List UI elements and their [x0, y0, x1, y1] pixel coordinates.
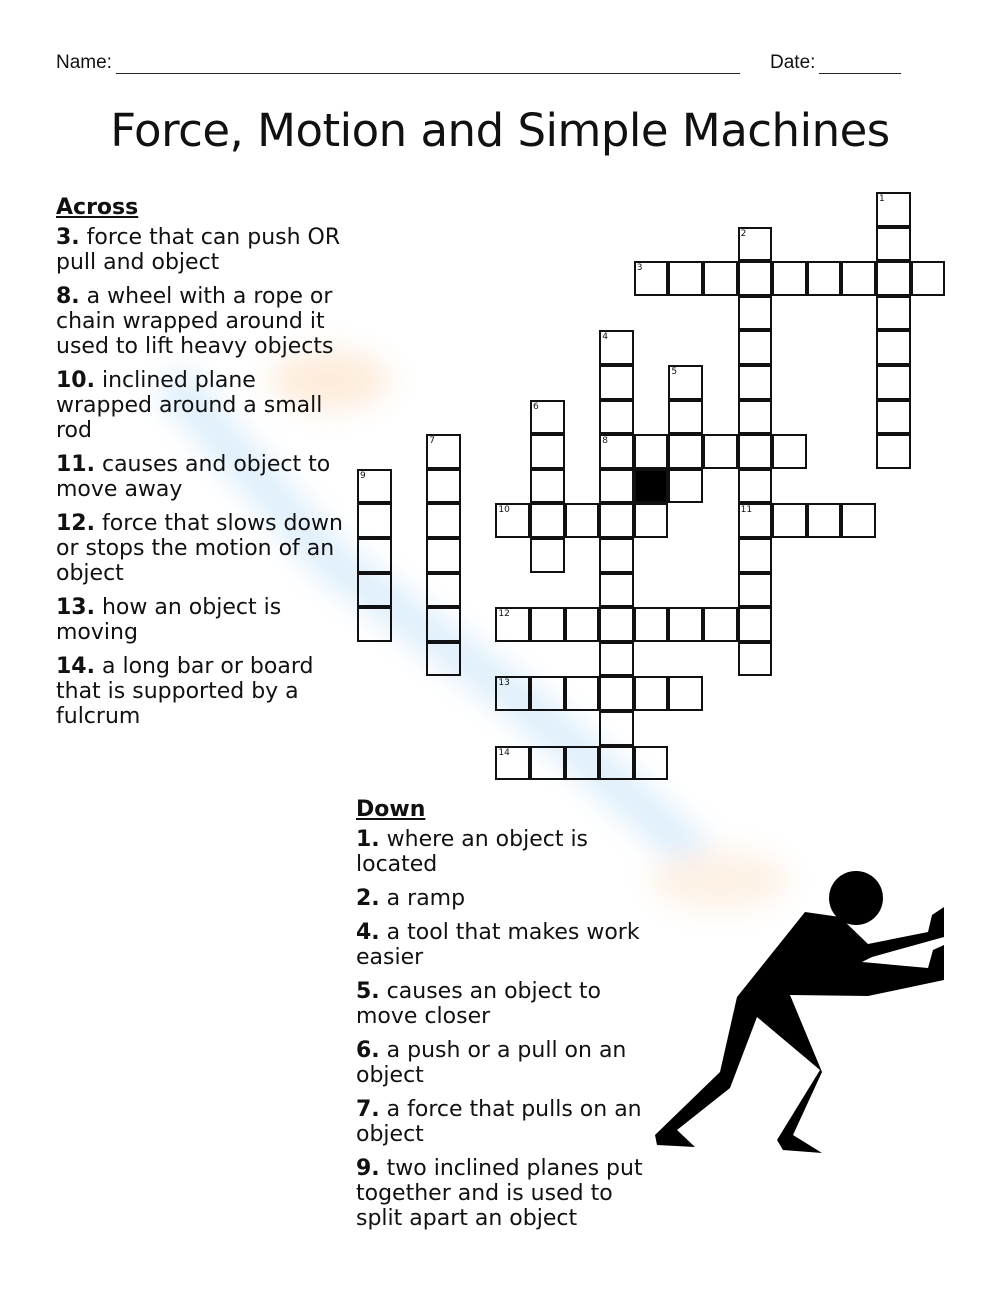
across-clue: 8. a wheel with a rope or chain wrapped around it used to lift heavy objects — [56, 284, 334, 359]
down-heading: Down — [356, 797, 426, 822]
clue-number: 7 — [429, 436, 435, 447]
clue-number: 2 — [740, 228, 747, 239]
down-clue: 4. a tool that makes work easier — [356, 920, 640, 970]
date-label: Date: — [770, 52, 816, 73]
across-clue: 10. inclined plane wrapped around a small rod — [56, 368, 323, 443]
clue-number: 13 — [498, 678, 510, 689]
clue-number: 5 — [671, 367, 678, 377]
down-clue: 1. where an object is located — [356, 827, 589, 877]
across-heading: Across — [56, 195, 139, 220]
clue-number: 9 — [360, 470, 366, 481]
clue-number: 4 — [602, 332, 608, 343]
down-clue: 6. a push or a pull on an object — [356, 1038, 627, 1088]
clue-number: 10 — [498, 505, 510, 516]
clue-number: 3 — [636, 263, 643, 274]
across-clue: 14. a long bar or board that is supported by a fulcrum — [56, 654, 314, 729]
clue-number: 11 — [740, 505, 753, 516]
across-clue: 12. force that slows down or stops the motion of an object — [56, 511, 343, 586]
clue-number: 14 — [498, 747, 510, 758]
clue-number: 12 — [498, 609, 510, 620]
clue-number: 1 — [879, 194, 885, 204]
across-clue: 3. force that can push OR pull and object — [56, 225, 341, 275]
down-clue: 2. a ramp — [356, 886, 466, 911]
name-label: Name: — [56, 52, 112, 73]
down-clue: 7. a force that pulls on an object — [356, 1097, 642, 1147]
down-clue: 5. causes an object to move closer — [356, 979, 601, 1029]
across-clue: 13. how an object is moving — [56, 595, 282, 645]
clue-number: 8 — [602, 436, 608, 447]
page-title: Force, Motion and Simple Machines — [110, 104, 890, 157]
down-clue: 9. two inclined planes put together and is used to split apart an object — [356, 1156, 643, 1231]
clue-number: 6 — [533, 401, 539, 412]
across-clue: 11. causes and object to move away — [56, 452, 331, 502]
